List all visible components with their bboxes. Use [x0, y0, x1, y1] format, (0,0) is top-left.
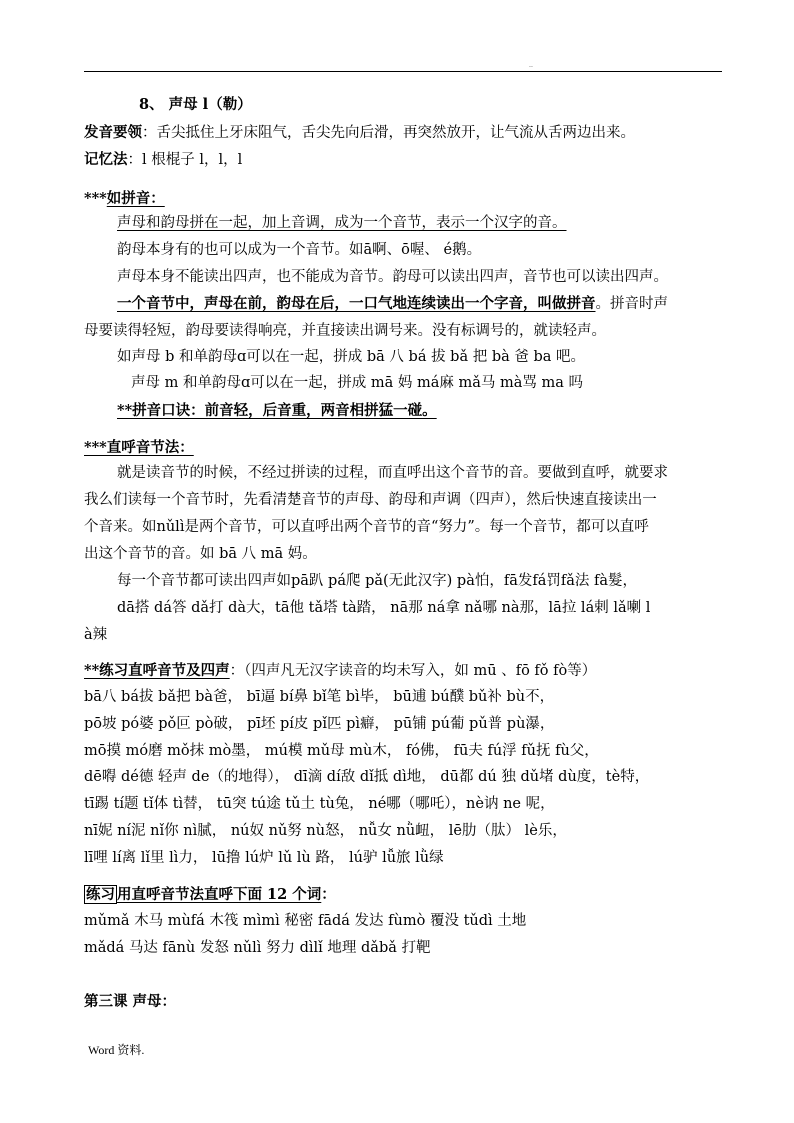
pinyin-para-5: 母要读得轻短，韵母要读得响亮，并直接读出调号来。没有标调号的，就读轻声。 [84, 323, 606, 339]
section-title: 8、 声母 l（勒） [139, 96, 252, 113]
pronunciation-line [84, 123, 635, 143]
pinyin-para-1: 声母和韵母拼在一起，加上音调，成为一个音节，表示一个汉字的音。 [117, 215, 567, 231]
pinyin-para-2: 韵母本身有的也可以成为一个音节。如ā啊、ō喔、 é鹅。 [117, 242, 482, 258]
practice-row-7: lī哩 lí离 lǐ里 lì力， lū撸 lú炉 lǔ lù 路， lú驴 lǚ旅 lǜ绿 [84, 850, 444, 866]
practice-row-6: nī妮 ní泥 nǐ你 nì腻， nú奴 nǔ努 nù怒， nǚ女 nǜ衄， lē肋（肽） lè乐， [84, 823, 567, 839]
pinyin-example-m: 声母 m 和单韵母ɑ可以在一起，拼成 mā 妈 má麻 mǎ马 mà骂 ma 吗 [131, 375, 583, 391]
direct-call-line-4: 出这个音节的音。如 bā 八 mā 妈。 [84, 546, 317, 562]
exercise-boxed-label: 练习 [86, 886, 115, 903]
practice-row-5: tī踢 tí题 tǐ体 tì替， tū突 tú途 tǔ土 tù兔， né哪（哪吒），nè讷 ne 呢， [84, 796, 555, 812]
direct-call-line-6: dā搭 dá答 dǎ打 dà大，tā他 tǎ塔 tà踏， nā那 ná拿 nǎ哪 nà那，lā拉 lá剌 lǎ喇 l [117, 600, 651, 616]
pinyin-heading-prefix: *** [84, 190, 107, 207]
exercise-heading: 用直呼音节法直呼下面 12 个词 [117, 886, 322, 903]
memory-label: 记忆法 [84, 151, 128, 168]
exercise-row-1: mǔmǎ 木马 mùfá 木筏 mìmì 秘密 fādá 发达 fùmò 覆没 tǔdì 土地 [84, 913, 527, 929]
header-rule [84, 71, 722, 72]
exercise-heading-line [84, 885, 336, 905]
pronunciation-text: ：舌尖抵住上牙床阻气，舌尖先向后滑，再突然放开，让气流从舌两边出来。 [142, 125, 635, 141]
direct-call-line-7: à辣 [84, 627, 108, 643]
memory-text: ：l 根棍子 l，l，l [127, 152, 243, 168]
pinyin-definition: 一个音节中，声母在前，韵母在后，一口气地连续读出一个字音，叫做拼音 [117, 295, 596, 312]
direct-call-line-5: 每一个音节都可读出四声如pā趴 pá爬 pǎ(无此汉字) pà怕，fā发fá罚fǎ法 fà髮， [117, 573, 638, 589]
pinyin-example-b: 如声母 b 和单韵母ɑ可以在一起，拼成 bā 八 bá 拔 bǎ 把 bà 爸 ba 吧。 [117, 349, 586, 365]
practice-row-2: pō坡 pó婆 pǒ叵 pò破， pī坯 pí皮 pǐ匹 pì癖， pū铺 pú葡 pǔ普 pù瀑， [84, 716, 555, 732]
pronunciation-label: 发音要领 [84, 124, 142, 141]
page-footer: Word 资料. [88, 1043, 145, 1057]
pinyin-para-3: 声母本身不能读出四声，也不能成为音节。韵母可以读出四声，音节也可以读出四声。 [117, 269, 668, 285]
practice-heading-line [84, 661, 596, 681]
header-dots: .. [529, 62, 533, 69]
direct-call-line-3: 个音来。如nǔlì是两个音节，可以直呼出两个音节的音“努力”。每一个音节，都可以直呼 [84, 519, 649, 535]
next-lesson-title: 第三课 声母： [84, 993, 177, 1010]
exercise-row-2: mǎdá 马达 fānù 发怒 nǔlì 努力 dìlǐ 地理 dǎbǎ 打靶 [84, 940, 431, 956]
pinyin-heading [84, 189, 165, 209]
direct-call-line-2: 我么们读每一个音节时，先看清楚音节的声母、韵母和声调（四声），然后快速直接读出一 [84, 492, 657, 508]
practice-row-3: mō摸 mó磨 mǒ抹 mò墨， mú模 mǔ母 mù木， fó佛， fū夫 fú浮 fǔ抚 fù父， [84, 743, 599, 759]
exercise-colon: ： [321, 886, 336, 903]
memory-line [84, 150, 242, 170]
practice-row-4: dē嘚 dé德 轻声 de（的地得）， dī滴 dí敌 dǐ抵 dì地， dū都 dú 独 dǔ堵 dù度，tè特， [84, 769, 650, 785]
pinyin-rhyme: **拼音口诀：前音轻，后音重，两音相拼猛一碰。 [117, 402, 437, 419]
direct-call-heading: ***直呼音节法： [84, 439, 194, 456]
practice-note: ：（四声凡无汉字读音的均未写入，如 mū 、fō fǒ fò等） [229, 663, 597, 679]
practice-row-1: bā八 bá拔 bǎ把 bà爸， bī逼 bí鼻 bǐ笔 bì毕， bū逋 bú醭 bǔ补 bù不， [84, 689, 555, 705]
pinyin-heading-text: 如拼音： [106, 190, 165, 207]
practice-heading: **练习直呼音节及四声 [84, 662, 230, 679]
direct-call-line-1: 就是读音节的时候，不经过拼读的过程，而直呼出这个音节的音。要做到直呼，就要求 [117, 465, 668, 481]
pinyin-para-4 [117, 294, 668, 314]
pinyin-para-4-rest: 。拼音时声 [595, 296, 668, 312]
